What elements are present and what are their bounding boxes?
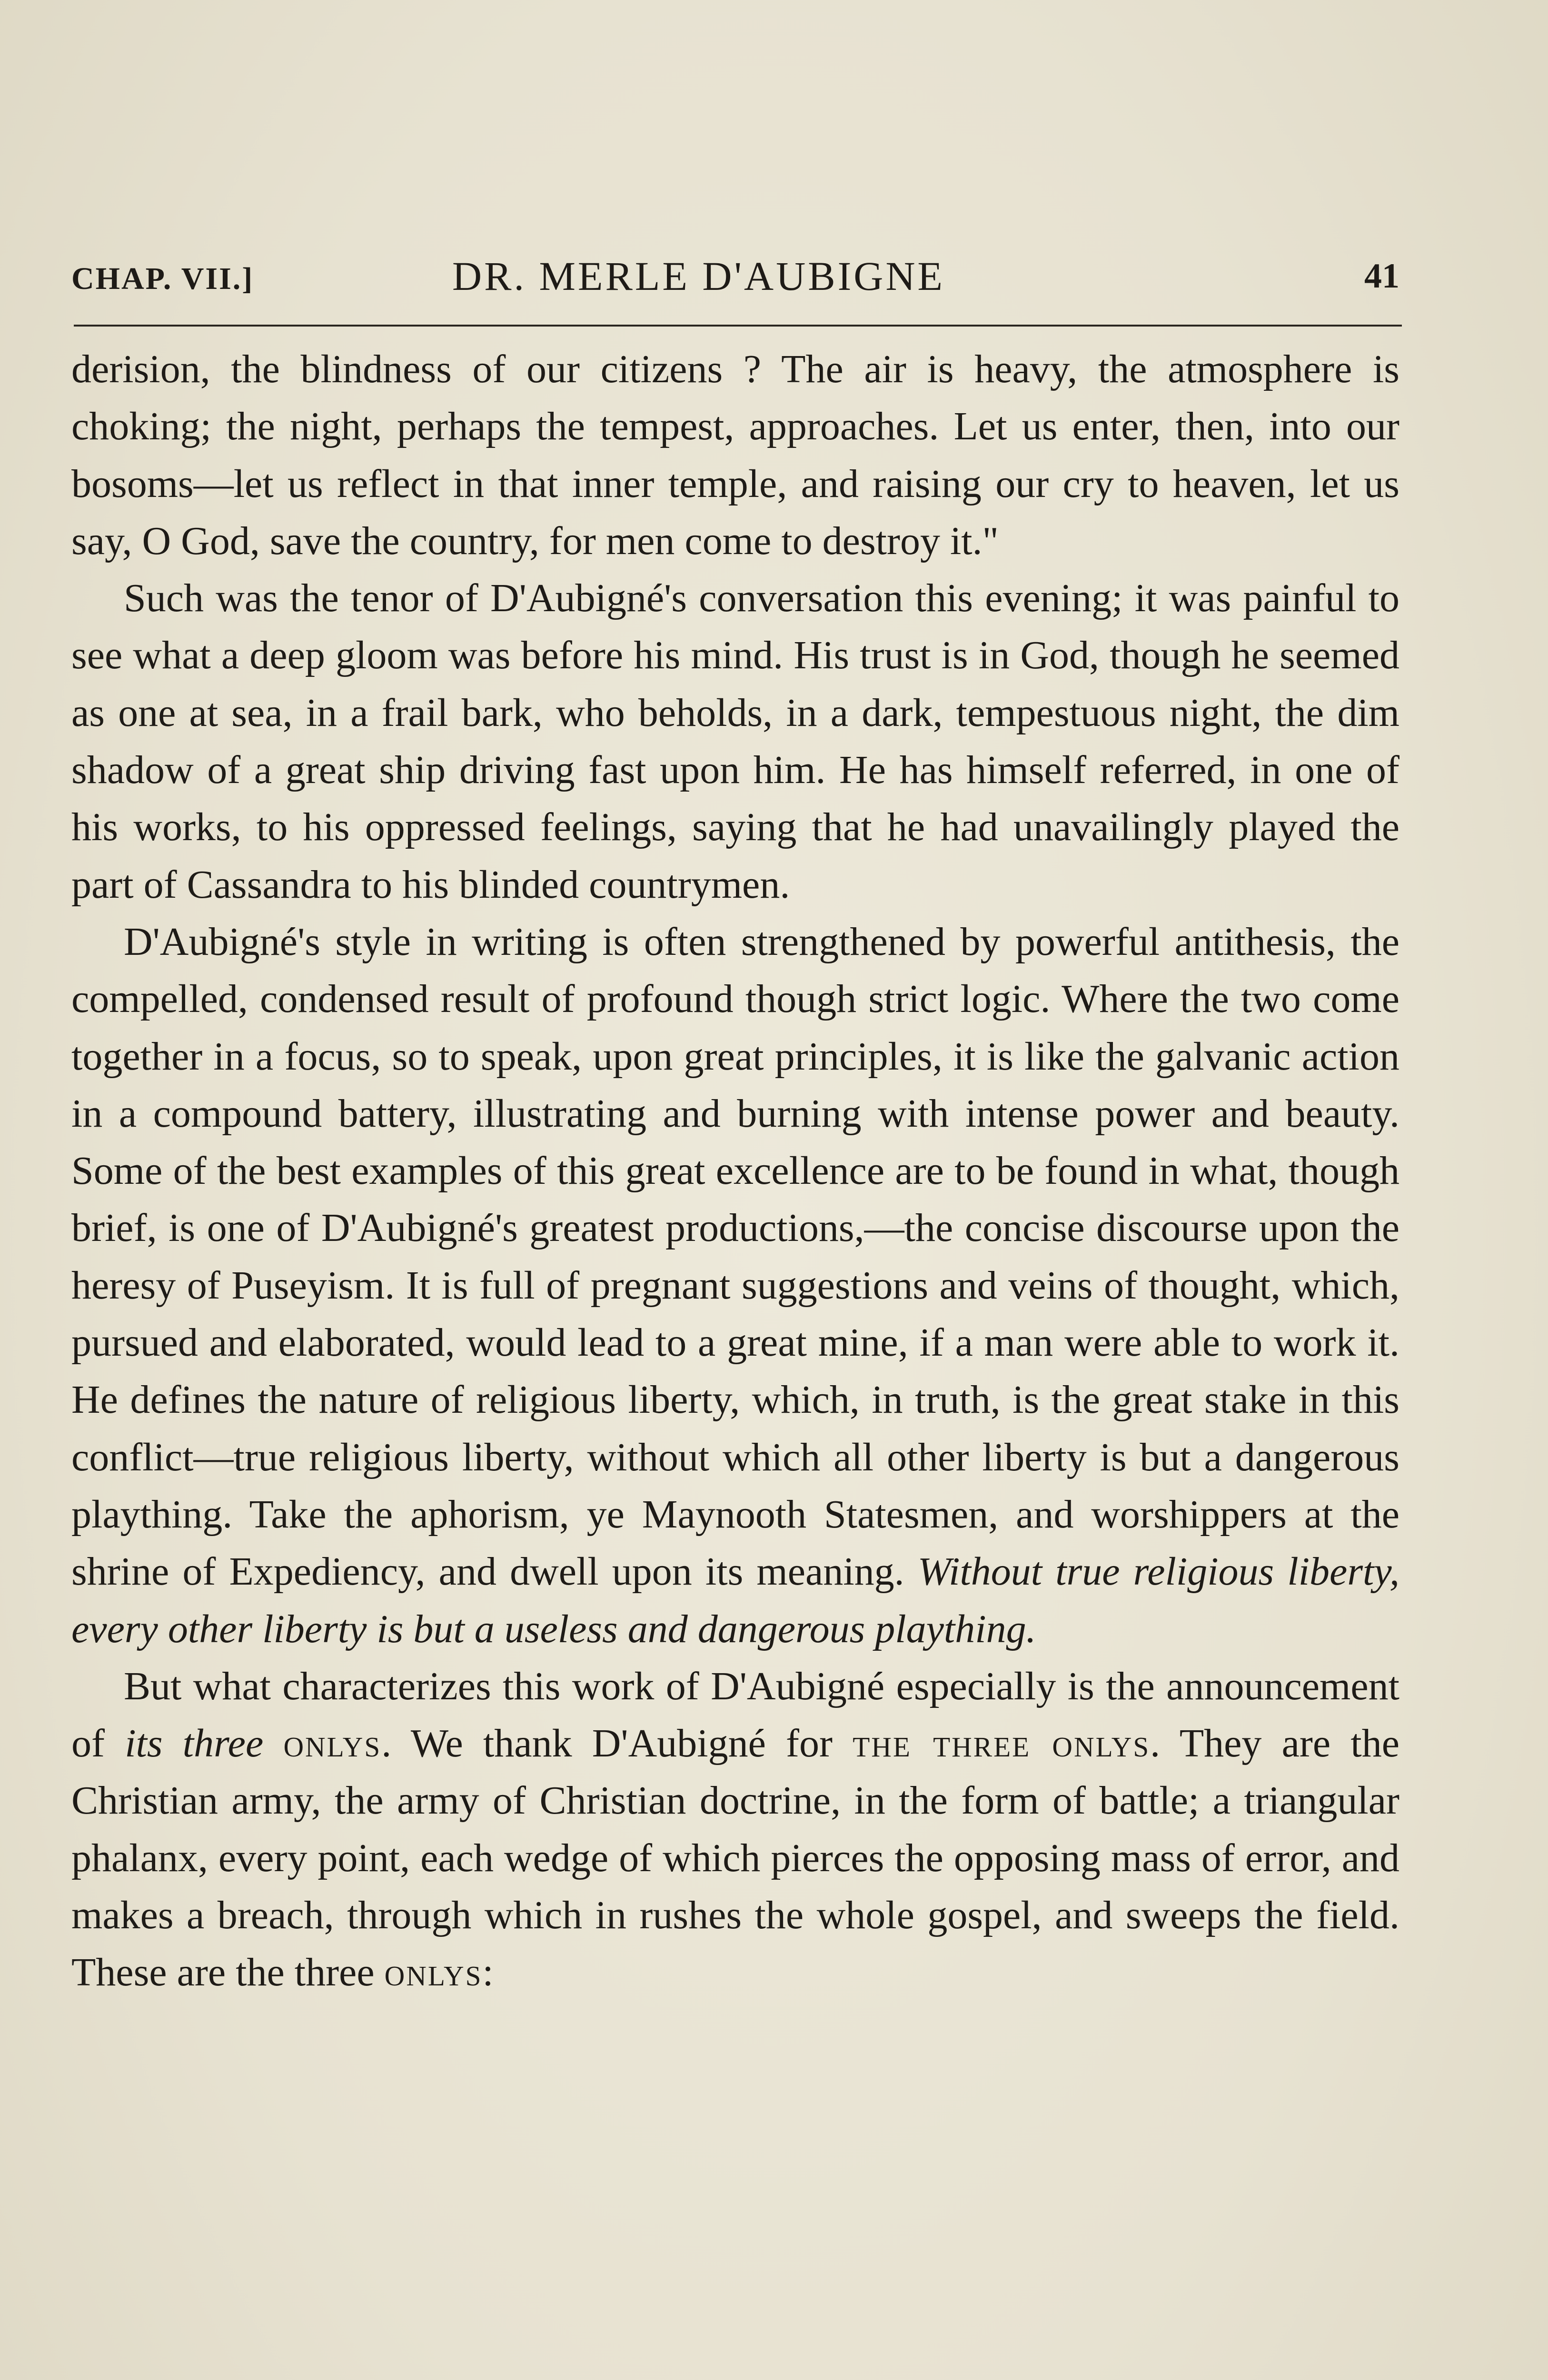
body-text: [71, 341, 1399, 2002]
paragraph-3-italic: Without true religious liberty, every other liberty is but a useless and dangerous plaything.: [71, 1549, 1399, 1651]
paragraph-4-text-b: . We thank D'Aubigné for: [381, 1721, 833, 1766]
running-title: DR. MERLE D'AUBIGNE: [452, 253, 945, 299]
paragraph-4-text-d: :: [482, 1950, 494, 1995]
paragraph-4-text-c: . They are the Christian army, the army of Christian doctrine, in the form of battle; a triangular phalanx, every point, each wedge of which pierces the opposing mass of error, and makes a breach, through which in rushes the whole gospel, and sweeps the field. These are the three: [71, 1721, 1399, 1995]
paragraph-4-its-three: its three: [125, 1721, 264, 1766]
paragraph-4-text-a: But what characterizes this work of D'Aubigné especially is the announcement of: [71, 1664, 1399, 1766]
page-number: 41: [1364, 257, 1399, 296]
paragraph-4-onlys: onlys: [283, 1721, 382, 1766]
paragraph-1: derision, the blindness of our citizens ? The air is heavy, the atmosphere is choking; the night, perhaps the tempest, approaches. Let us enter, then, into our bosoms—let us reflect in that inner temple, and raising our cry to heaven, let us say, O God, save the country, for men come to destroy it.": [71, 347, 1399, 563]
chapter-label: CHAP. VII.]: [71, 261, 254, 296]
running-header: [71, 252, 1399, 309]
paragraph-2: Such was the tenor of D'Aubigné's conversation this evening; it was painful to see what a deep gloom was before his mind. His trust is in God, though he seemed as one at sea, in a frail bark, who beholds, in a dark, tempestuous night, the dim shadow of a great ship driving fast upon him. He has himself referred, in one of his works, to his oppressed feelings, saying that he had unavailingly played the part of Cassandra to his blinded countrymen.: [71, 576, 1399, 907]
paragraph-3: [71, 913, 1399, 1658]
paragraph-3-text: D'Aubigné's style in writing is often strengthened by powerful antithesis, the compelled, condensed result of profound though strict logic. Where the two come together in a focus, so to speak, upon great principles, it is like the galvanic action in a compound battery, illustrating and burning with intense power and beauty. Some of the best examples of this great excellence are to be found in what, though brief, is one of D'Aubigné's greatest productions,—the concise discourse upon the heresy of Puseyism. It is full of pregnant suggestions and veins of thought, which, pursued and elaborated, would lead to a great mine, if a man were able to work it. He defines the nature of religious liberty, which, in truth, is the great stake in this conflict—true religious liberty, without which all other liberty is but a dangerous plaything. Take the aphorism, ye Maynooth Statesmen, and worshippers at the shrine of Expediency, and dwell upon its meaning.: [71, 919, 1399, 1594]
paragraph-4-the-three-onlys: the three onlys: [853, 1721, 1151, 1766]
header-rule: [74, 325, 1402, 327]
paragraph-4: [71, 1658, 1399, 2002]
paragraph-4-onlys-final: onlys: [384, 1950, 483, 1995]
